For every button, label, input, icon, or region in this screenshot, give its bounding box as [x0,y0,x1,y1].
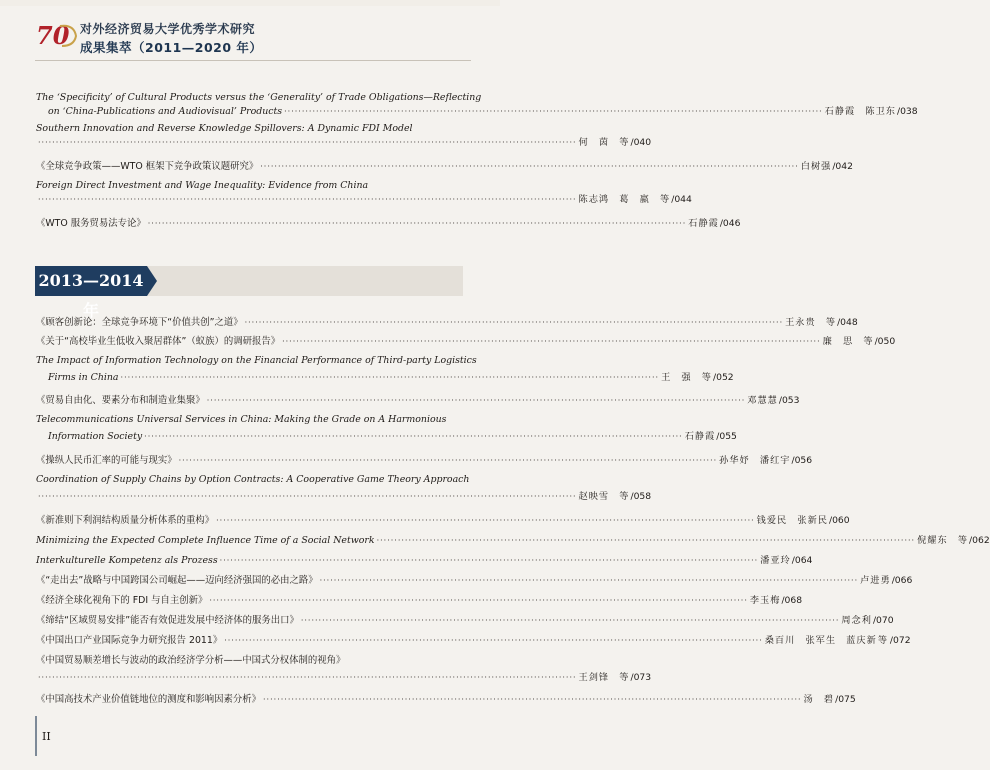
entry-author: 钱爱民 张新民 [756,515,828,526]
entry-author: 卢进勇 [860,575,891,586]
leader-dots [38,193,577,207]
leader-dots [263,693,802,707]
toc-entry[interactable] [36,454,813,468]
entry-page: /062 [969,535,990,546]
entry-author: 王永贵 等 [785,317,837,328]
entry-title: Minimizing the Expected Complete Influence Time of a Social Network [36,535,375,546]
entry-page: /058 [630,491,652,502]
entry-author: 何 茵 等 [578,137,630,148]
entry-page: /044 [671,194,692,205]
entry-author: 邓慧慧 [747,395,778,406]
toc-entry[interactable] [36,693,856,707]
entry-title-line1: Foreign Direct Investment and Wage Inequality: Evidence from China [36,180,369,191]
entry-author: 石静霞 [688,218,719,229]
entry-page: /056 [791,455,813,466]
leader-dots [220,554,759,568]
entry-title-line1: Telecommunications Universal Services in China: Making the Grade on A Harmonious [36,414,447,425]
entry-author: 汤 碧 [803,694,835,705]
leader-dots [320,574,859,588]
entry-page: /073 [630,672,652,683]
page-number: II [42,730,51,743]
leader-dots [245,316,784,330]
toc-entry[interactable] [36,122,652,150]
toc-entry[interactable] [36,394,800,408]
entry-title-line1: 《中国贸易顺差增长与波动的政治经济学分析——中国式分权体制的视角》 [36,655,346,666]
series-title: 对外经济贸易大学优秀学术研究 [80,22,256,36]
entry-title-line1: The ‘Specificity’ of Cultural Products versus the ‘Generality’ of Trade Obligations—Reflecting [36,92,482,103]
entry-author: 王剑锋 等 [578,672,630,683]
leader-dots [260,160,799,174]
entry-page: /046 [719,218,741,229]
entry-title: 《全球竞争政策——WTO 框架下竞争政策议题研究》 [36,161,259,172]
entry-page: /048 [837,317,858,328]
toc-entry[interactable] [36,654,652,685]
logo-text: 70 [36,21,70,50]
header-divider [35,60,471,61]
anniversary-logo [34,20,78,50]
entry-title: 《缔结“区域贸易安排”能否有效促进发展中经济体的服务出口》 [36,615,299,626]
leader-dots [38,136,577,150]
entry-page: 等 /072 [877,635,911,646]
entry-title: 《“走出去”战略与中国跨国公司崛起——迈向经济强国的必由之路》 [36,575,318,586]
toc-entry[interactable] [36,634,911,648]
entry-title: 《WTO 服务贸易法专论》 [36,218,146,229]
leader-dots [38,671,577,685]
toc-entry[interactable] [36,574,913,588]
toc-entry[interactable] [36,91,918,119]
leader-dots [144,430,683,444]
entry-author: 潘亚玲 [760,555,791,566]
leader-dots [377,534,916,548]
toc-entry[interactable] [36,514,850,528]
leader-dots [207,394,746,408]
leader-dots [224,634,763,648]
entry-title: 《中国高技术产业价值链地位的测度和影响因素分析》 [36,694,262,705]
entry-page: /052 [713,372,734,383]
toc-entry[interactable] [36,354,734,385]
leader-dots [209,594,748,608]
leader-dots [179,454,718,468]
entry-author: 石静霞 陈卫东 [824,106,896,117]
leader-dots [148,217,687,231]
entry-title-line2: Information Society [48,431,143,442]
entry-author: 周念利 [841,615,872,626]
entry-page: /075 [835,694,856,705]
entry-title-line1: Coordination of Supply Chains by Option Contracts: A Cooperative Game Theory Approach [36,474,470,485]
toc-entry[interactable] [36,316,858,330]
leader-dots [284,105,823,119]
leader-dots [38,490,577,504]
toc-entry[interactable] [36,534,990,548]
toc-entry[interactable] [36,413,737,444]
section-header [35,266,463,320]
entry-page: /050 [874,336,896,347]
leader-dots [282,335,821,349]
entry-page: /068 [781,595,803,606]
entry-title: 《贸易自由化、要素分布和制造业集聚》 [36,395,205,406]
entry-page: /040 [630,137,652,148]
entry-author: 桑百川 张军生 蓝庆新 [764,635,877,646]
toc-entry[interactable] [36,160,853,174]
entry-title-line2: Firms in China [48,372,119,383]
section-label: 2013—2014 年 [35,266,147,296]
series-subtitle: 成果集萃（2011—2020 年） [80,40,263,55]
entry-author: 倪耀东 等 [917,535,969,546]
entry-title: Interkulturelle Kompetenz als Prozess [36,555,218,566]
leader-dots [216,514,755,528]
toc-entry[interactable] [36,554,813,568]
entry-author: 陈志鸿 葛 嬴 等 [578,194,671,205]
entry-author: 王 强 等 [661,372,712,383]
entry-page: /055 [716,431,737,442]
top-band [0,0,500,6]
page-header [0,0,500,72]
entry-page: /066 [891,575,913,586]
toc-entry[interactable] [36,217,741,231]
toc-entry[interactable] [36,614,894,628]
entry-page: /060 [828,515,850,526]
toc-entry[interactable] [36,179,692,207]
entry-title: 《新准则下利润结构质量分析体系的重构》 [36,515,215,526]
toc-entry[interactable] [36,335,896,349]
leader-dots [121,371,660,385]
entry-title: 《经济全球化视角下的 FDI 与自主创新》 [36,595,208,606]
entry-page: /064 [791,555,813,566]
toc-entry[interactable] [36,594,803,608]
entry-page: /038 [896,106,918,117]
entry-title-line2: on ‘China-Publications and Audiovisual’ Products [48,106,283,117]
entry-title: 《顾客创新论：全球竞争环境下“价值共创”之道》 [36,317,243,328]
entry-title-line1: The Impact of Information Technology on the Financial Performance of Third-party Logistics [36,355,477,366]
entry-page: /042 [832,161,853,172]
entry-author: 石静霞 [684,431,716,442]
entry-title: 《中国出口产业国际竞争力研究报告 2011》 [36,635,223,646]
entry-title: 《操纵人民币汇率的可能与现实》 [36,455,177,466]
entry-title-line1: Southern Innovation and Reverse Knowledge Spillovers: A Dynamic FDI Model [36,123,413,134]
entry-title: 《关于“高校毕业生低收入聚居群体”（蚁族）的调研报告》 [36,336,281,347]
leader-dots [301,614,840,628]
entry-page: /070 [872,615,894,626]
entry-author: 廉 思 等 [822,336,874,347]
entry-author: 白树强 [800,161,832,172]
footer-rule [35,716,37,756]
section-arrow [147,266,157,296]
entry-author: 孙华妤 潘红宇 [719,455,791,466]
entry-author: 李玉梅 [749,595,781,606]
entry-author: 赵映雪 等 [578,491,630,502]
entry-page: /053 [778,395,800,406]
toc-entry[interactable] [36,473,652,504]
